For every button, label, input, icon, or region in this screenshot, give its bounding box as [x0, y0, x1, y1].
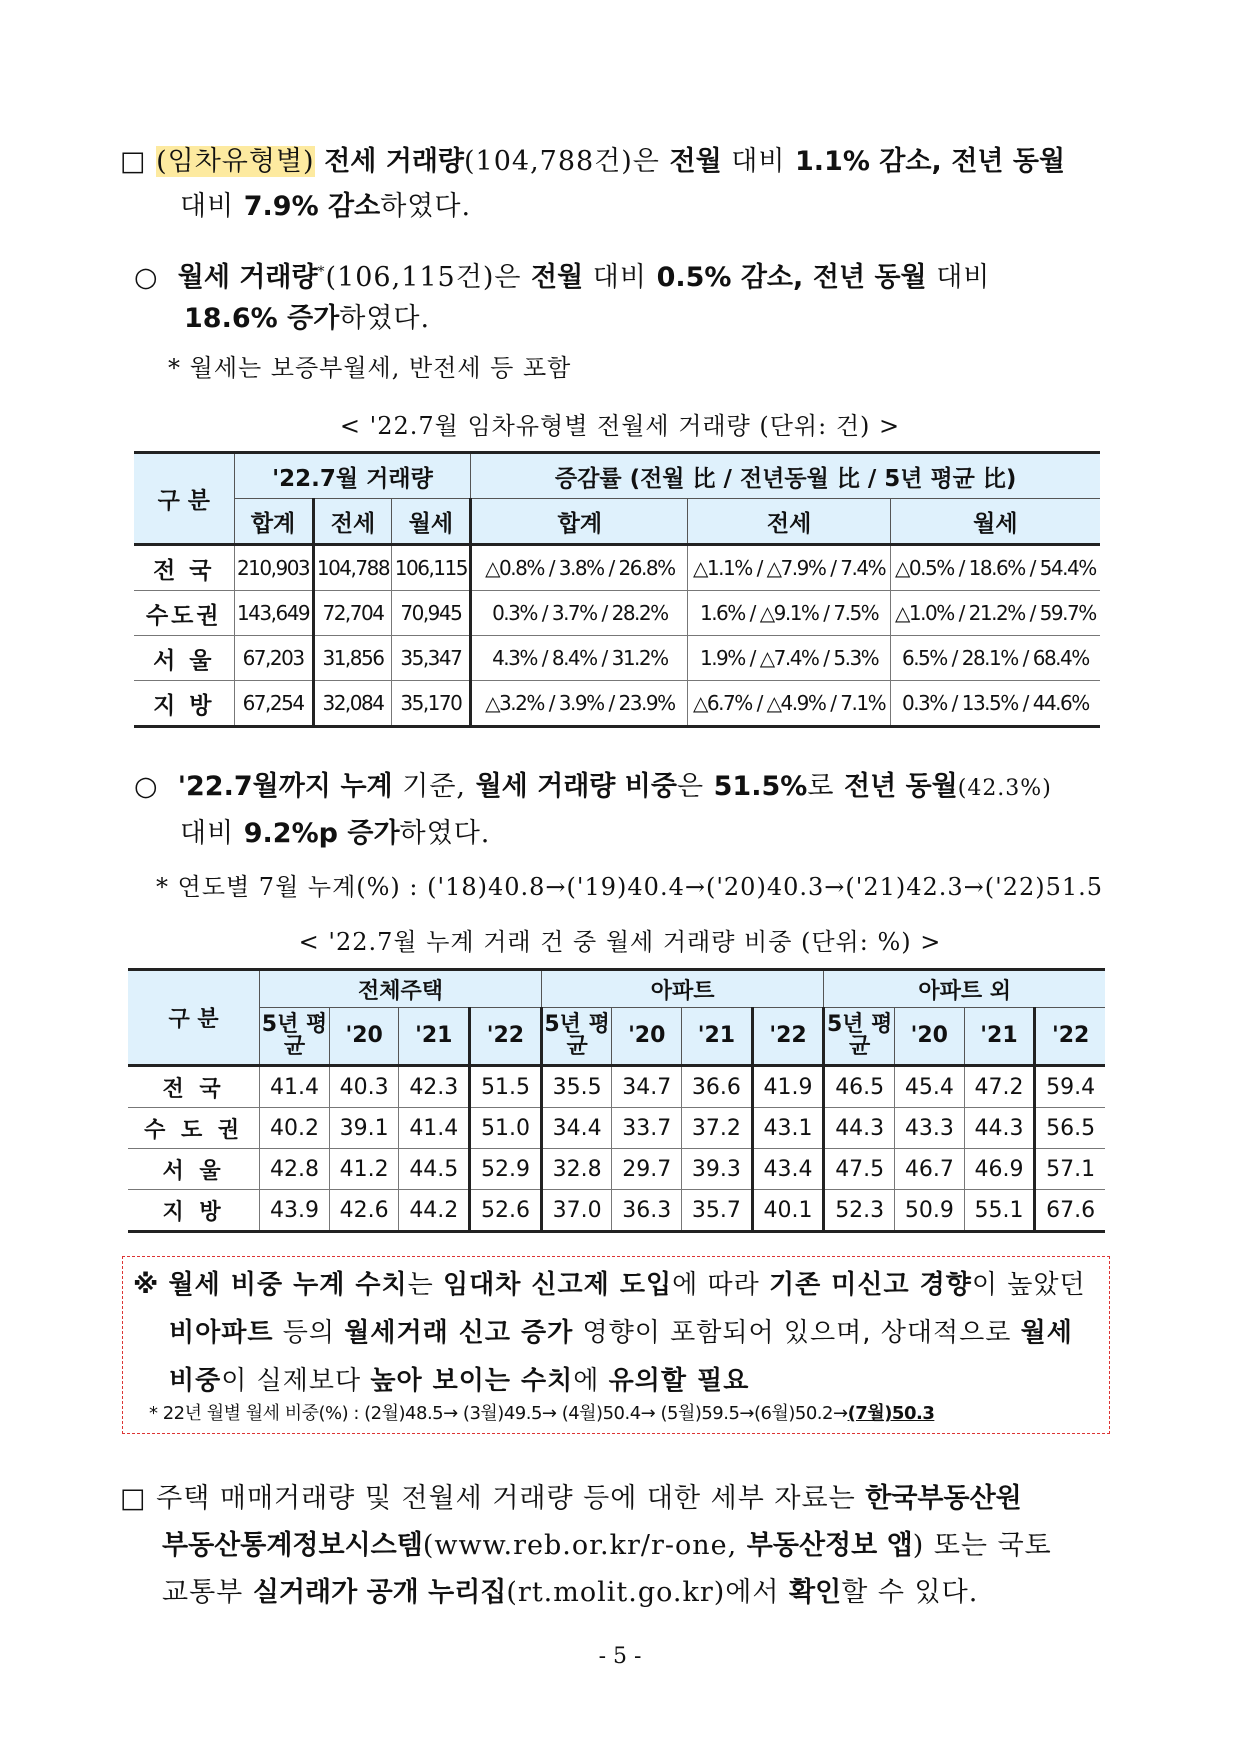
paragraph-wolse: ○ 월세 거래량*(106,115건)은 전월 대비 0.5% 감소, 전년 동월 대비 — [134, 262, 991, 293]
monthly-share-footnote: * 22년 월별 월세 비중(%) : (2월)48.5→ (3월)49.5→ (4월)50.4→ (5월)59.5→(6월)50.2→(7월)50.3 — [149, 1403, 935, 1424]
paragraph-jeonse-line2: 대비 7.9% 감소하였다. — [180, 191, 472, 222]
table-row: 서 울 67,203 31,856 35,347 4.3% / 8.4% / 31.2% 1.9% / △7.4% / 5.3% 6.5% / 28.1% / 68.4% — [134, 636, 1100, 681]
circle-bullet: ○ — [134, 771, 159, 802]
paragraph-share: ○ '22.7월까지 누계 기준, 월세 거래량 비중은 51.5%로 전년 동월(42.3%) — [134, 771, 1052, 802]
square-bullet: □ — [120, 146, 147, 177]
paragraph-jeonse: □ (임차유형별) 전세 거래량(104,788건)은 전월 대비 1.1% 감소, 전년 동월 — [120, 146, 1066, 177]
table-row: 수 도 권 40.2 39.1 41.4 51.0 34.4 33.7 37.2 43.1 44.3 43.3 44.3 56.5 — [128, 1108, 1105, 1149]
table-row: 지 방 67,254 32,084 35,170 △3.2% / 3.9% / 23.9% △6.7% / △4.9% / 7.1% 0.3% / 13.5% / 44.6% — [134, 681, 1100, 727]
paragraph-sources: □ 주택 매매거래량 및 전월세 거래량 등에 대한 세부 자료는 한국부동산원 부동산통계정보시스템(www.reb.or.kr/r-one, 부동산정보 앱) 또는 국토 교통부 실거래가 공개 누리집(rt.molit.go.kr)에서 확인할 수 있다. — [120, 1483, 1052, 1608]
table1-caption: < '22.7월 임차유형별 전월세 거래량 (단위: 건) > — [339, 412, 901, 440]
square-bullet: □ — [120, 1483, 147, 1514]
caution-note-box — [122, 1256, 1110, 1434]
table-row: 서 울 42.8 41.2 44.5 52.9 32.8 29.7 39.3 43.4 47.5 46.7 46.9 57.1 — [128, 1149, 1105, 1190]
page-number: - 5 - — [598, 1644, 642, 1669]
header-rate-wolse: 월세 — [890, 499, 1100, 545]
header-jeonse: 전세 — [313, 499, 392, 545]
header-gubun: 구 분 — [134, 453, 234, 545]
paragraph-share-line2: 대비 9.2%p 증가하였다. — [180, 818, 491, 849]
circle-bullet: ○ — [134, 262, 159, 293]
header-rate: 증감률 (전월 比 / 전년동월 比 / 5년 평균 比) — [471, 453, 1100, 499]
header-gubun: 구 분 — [128, 970, 260, 1066]
table2-caption: < '22.7월 누계 거래 건 중 월세 거래량 비중 (단위: %) > — [298, 928, 942, 956]
header-total: 합계 — [234, 499, 313, 545]
table-row: 지 방 43.9 42.6 44.2 52.6 37.0 36.3 35.7 40.1 52.3 50.9 55.1 67.6 — [128, 1190, 1105, 1232]
header-apartment: 아파트 — [541, 970, 824, 1008]
rental-type-label: (임차유형별) — [156, 146, 315, 177]
header-rate-jeonse: 전세 — [688, 499, 890, 545]
wolse-footnote: * 월세는 보증부월세, 반전세 등 포함 — [168, 354, 572, 382]
table-row: 전 국 210,903 104,788 106,115 △0.8% / 3.8% / 26.8% △1.1% / △7.9% / 7.4% △0.5% / 18.6% / 54.4% — [134, 545, 1100, 591]
header-all-housing: 전체주택 — [260, 970, 542, 1008]
table-row: 수도권 143,649 72,704 70,945 0.3% / 3.7% / 28.2% 1.6% / △9.1% / 7.5% △1.0% / 21.2% / 59.7% — [134, 591, 1100, 636]
header-wolse: 월세 — [392, 499, 471, 545]
rental-volume-table — [134, 451, 1100, 728]
caution-note-text: ※ 월세 비중 누계 수치는 임대차 신고제 도입에 따라 기존 미신고 경향이 높았던 비아파트 등의 월세거래 신고 증가 영향이 포함되어 있으며, 상대적으로 월세 비중이 실제보다 높아 보이는 수치에 유의할 필요 — [133, 1270, 1086, 1396]
wolse-share-table: 구 분 전체주택 아파트 아파트 외 5년 평균 '20 '21 '22 5년 평균 '20 '21 '22 5년 평균 '20 '21 '22 전 국 41.4 40.3 42.3 51.5 35.5 34.7 36.6 41.9 46.5 45.4 47.2 59.4 수 도 권 40.2 39.1 41.4 51.0 34.4 33.7 37.2 43.1 44.3 43.3 44.3 56.5 서 울 42.8 41.2 44.5 52.9 32.8 29.7 39.3 43.4 47.5 46.7 46.9 57.1 지 방 43.9 42.6 44.2 52.6 37.0 36.3 35.7 40.1 52.3 50.9 55.1 67.6 — [128, 968, 1105, 1233]
table-row: 전 국 41.4 40.3 42.3 51.5 35.5 34.7 36.6 41.9 46.5 45.4 47.2 59.4 — [128, 1066, 1105, 1108]
paragraph-wolse-line2: 18.6% 증가하였다. — [184, 303, 431, 334]
header-rate-total: 합계 — [471, 499, 688, 545]
share-footnote: * 연도별 7월 누계(%) : ('18)40.8→('19)40.4→('20)40.3→('21)42.3→('22)51.5 — [156, 873, 1104, 901]
header-non-apartment: 아파트 외 — [824, 970, 1105, 1008]
header-volume: '22.7월 거래량 — [234, 453, 471, 499]
